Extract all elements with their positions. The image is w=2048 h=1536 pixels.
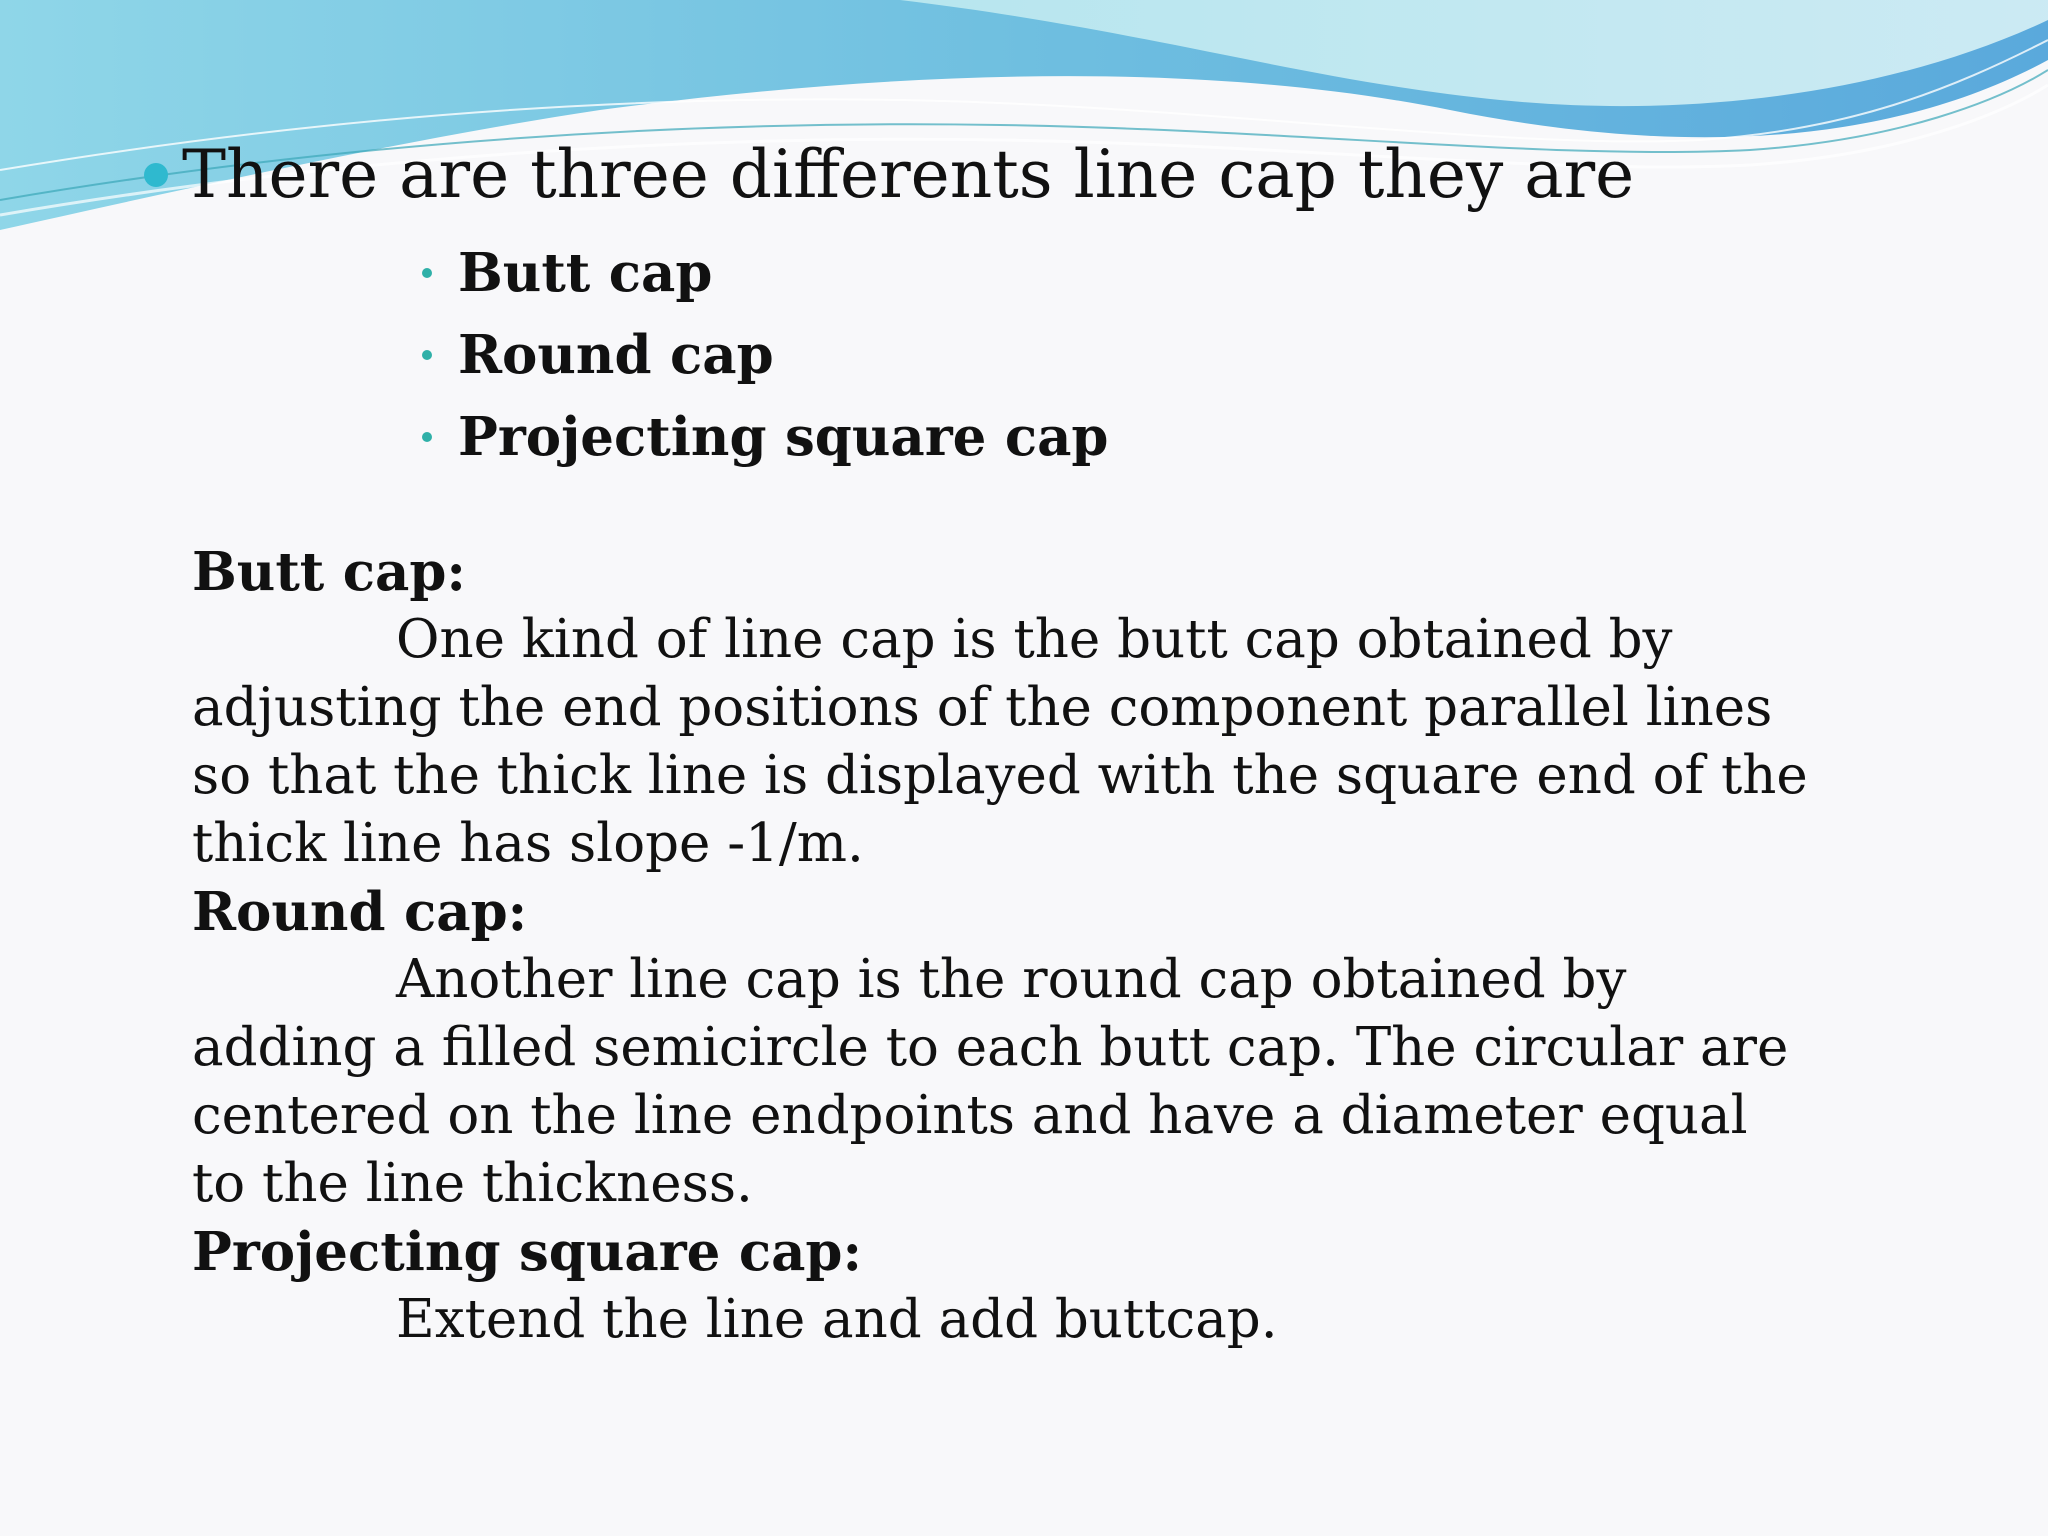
- section-heading-round: Round cap:: [192, 881, 528, 943]
- section-text-round: Another line cap is the round cap obtained by adding a filled semicircle to each butt cap. The circular are centered on the line endpoints and have a diameter equal to the line thickness.: [192, 949, 1789, 1214]
- section-text-butt: One kind of line cap is the butt cap obtained by adjusting the end positions of the component parallel lines so that the thick line is displayed with the square end of the thick line has slope -1/m.: [192, 609, 1808, 874]
- bullet-icon: [422, 268, 432, 278]
- main-bullet-item: [144, 136, 1635, 213]
- list-item: [422, 314, 1109, 396]
- definitions: [192, 538, 1812, 1354]
- cap-type-label: Round cap: [458, 324, 774, 386]
- list-item: [422, 396, 1109, 478]
- section-heading-projecting: Projecting square cap:: [192, 1221, 863, 1283]
- section-heading-butt: Butt cap:: [192, 541, 466, 603]
- main-bullet-text: There are three differents line cap they are: [182, 136, 1635, 213]
- list-item: [422, 232, 1109, 314]
- cap-type-label: Projecting square cap: [458, 406, 1109, 468]
- cap-types-list: [422, 232, 1109, 478]
- bullet-icon: [422, 350, 432, 360]
- header-wave-decoration: [0, 0, 2048, 260]
- section-text-projecting: Extend the line and add buttcap.: [396, 1289, 1278, 1350]
- cap-type-label: Butt cap: [458, 242, 713, 304]
- bullet-icon: [422, 432, 432, 442]
- bullet-icon: [144, 163, 168, 187]
